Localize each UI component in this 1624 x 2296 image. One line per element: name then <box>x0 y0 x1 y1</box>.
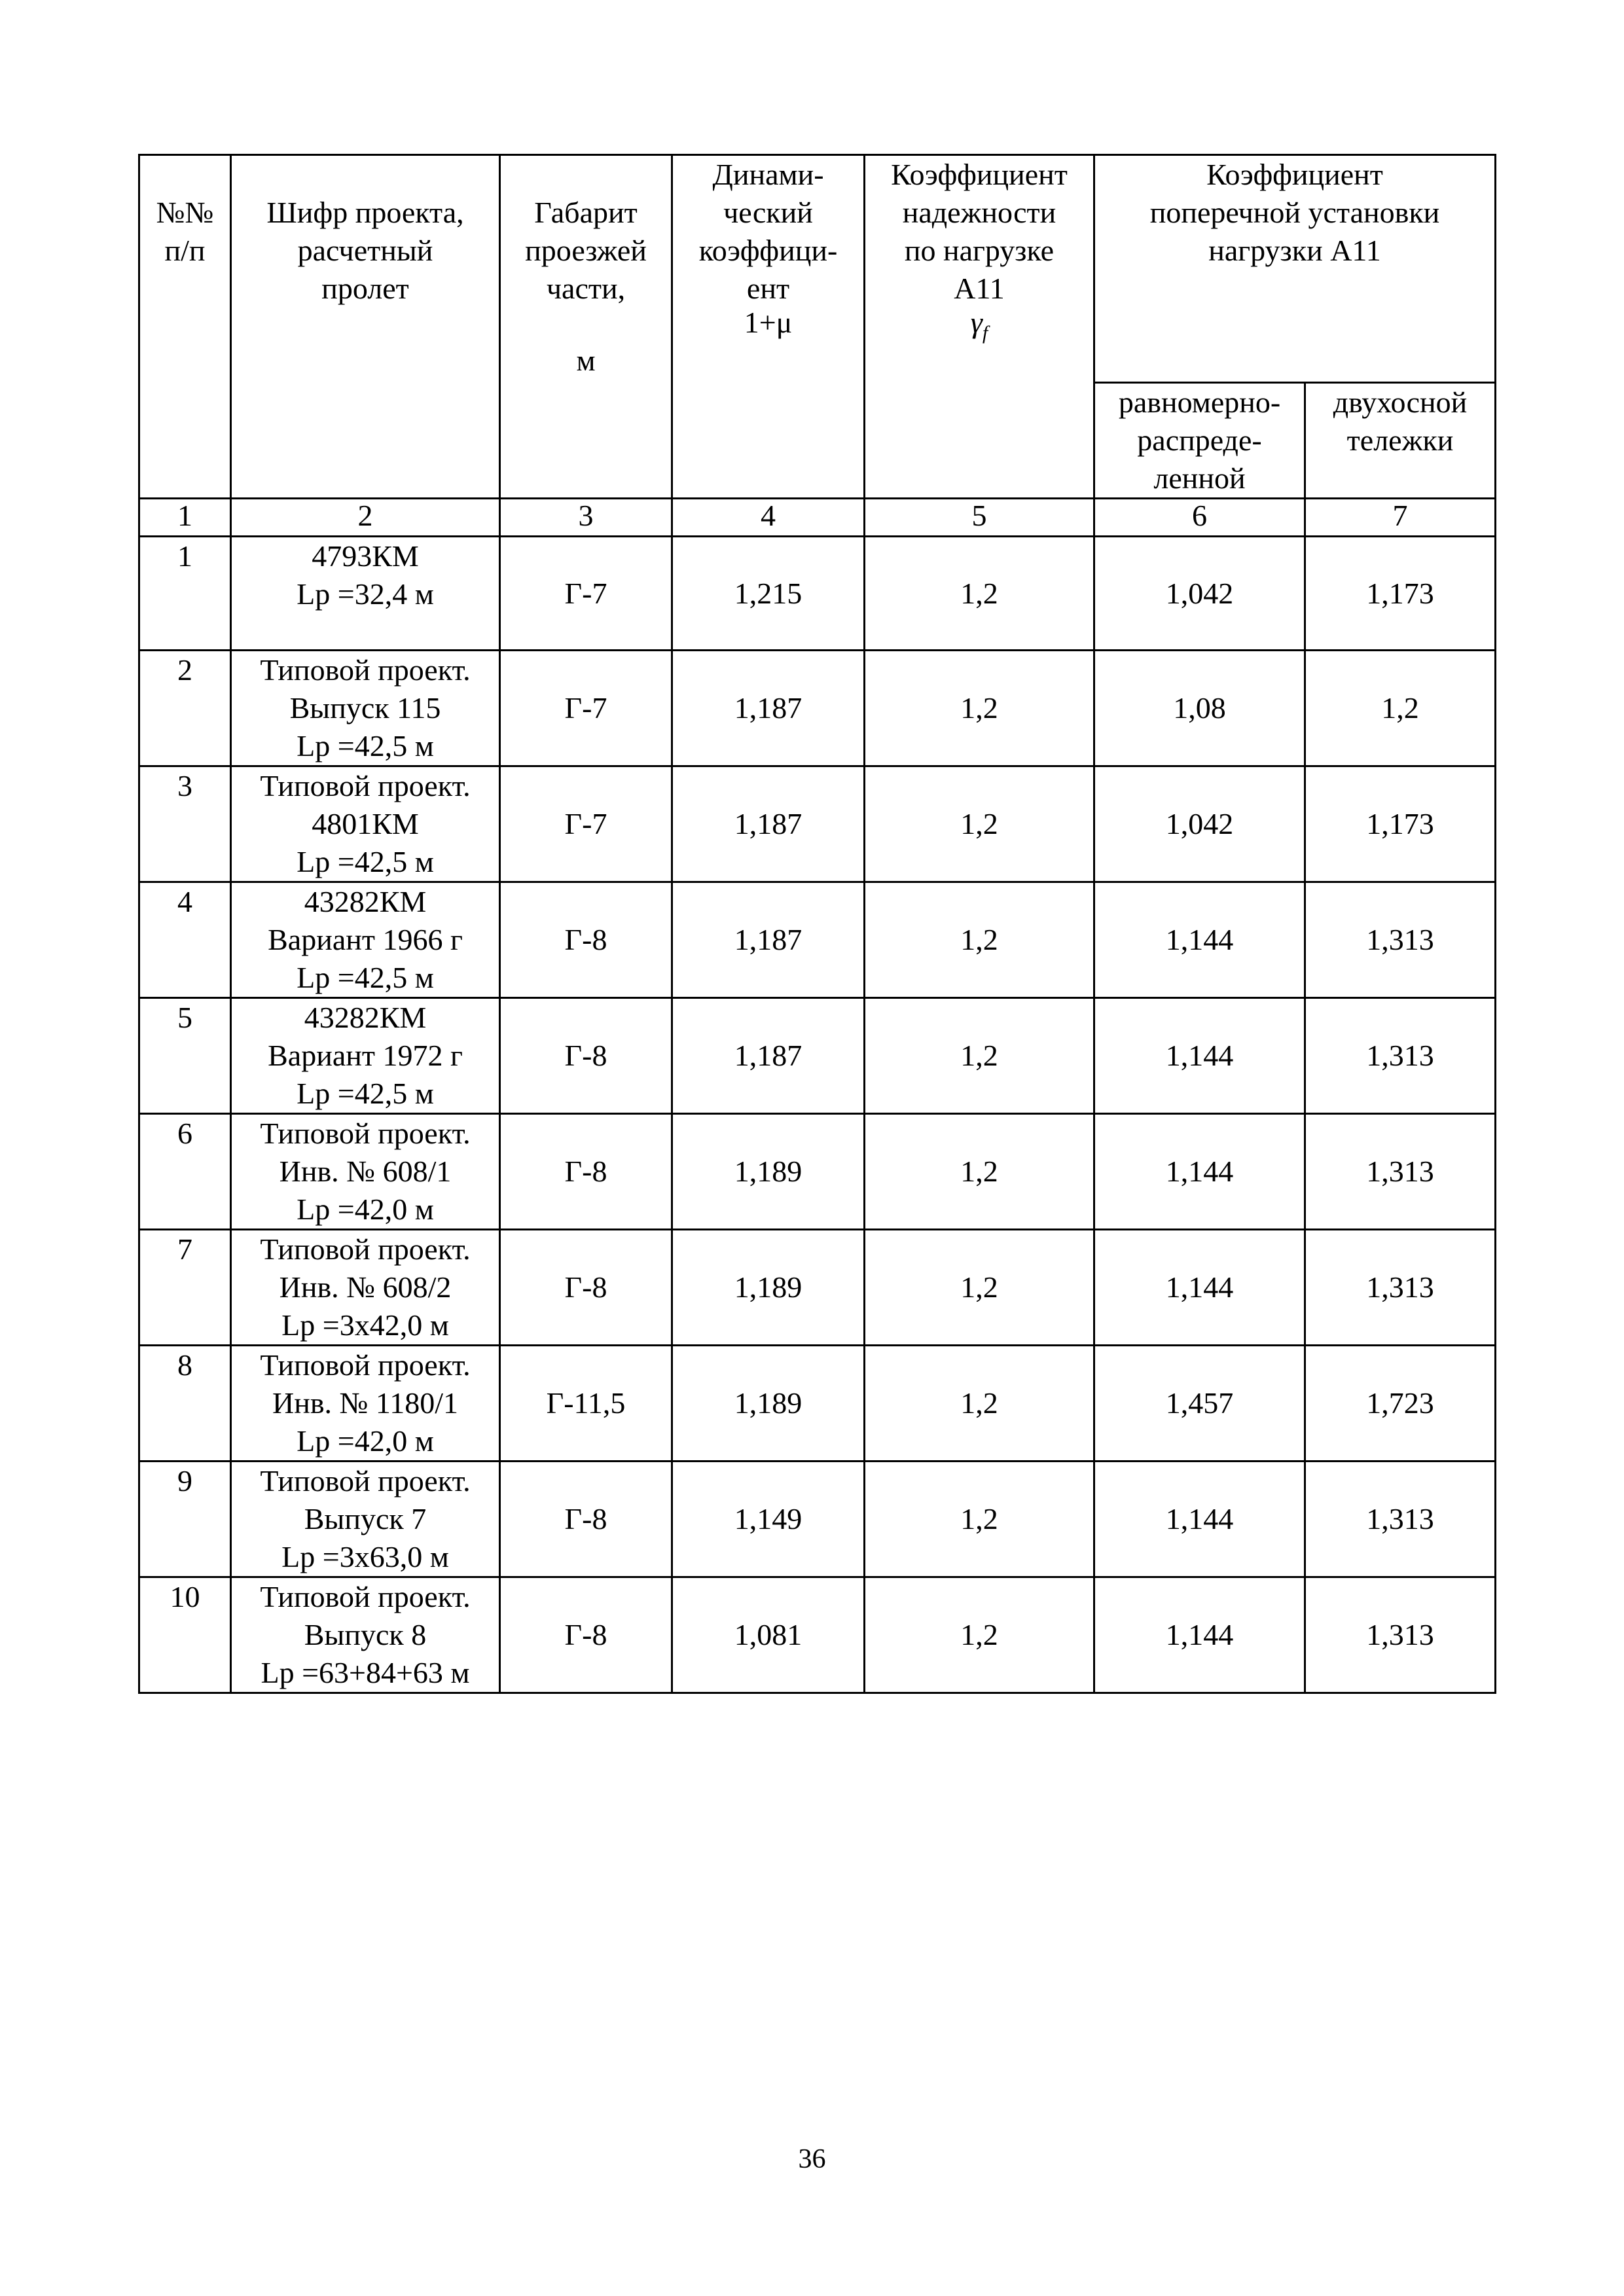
project-text: Типовой проект. Выпуск 115 Lp =42,5 м <box>260 653 471 762</box>
gabarit-text: Г-8 <box>564 1155 607 1188</box>
project-cell <box>231 1577 500 1693</box>
row-number-cell <box>139 1346 231 1462</box>
column-number-cell: 4 <box>672 499 865 537</box>
row-number-cell <box>139 651 231 766</box>
reliability-coefficient-text: 1,2 <box>960 1155 998 1188</box>
cart-coefficient-cell <box>1305 882 1496 998</box>
dynamic-coefficient-text: 1,187 <box>734 1039 803 1072</box>
table-row <box>139 766 1496 882</box>
cart-coefficient-cell <box>1305 1462 1496 1577</box>
reliability-coefficient-cell <box>865 1577 1094 1693</box>
dynamic-coefficient-text: 1,187 <box>734 923 803 956</box>
row-number-text: 8 <box>177 1348 192 1382</box>
project-text: 43282КМ Вариант 1972 г Lp =42,5 м <box>268 1001 463 1110</box>
cart-coefficient-cell <box>1305 1230 1496 1346</box>
cart-coefficient-text: 1,173 <box>1366 576 1434 610</box>
dynamic-coefficient-cell <box>672 1114 865 1230</box>
gabarit-text: Г-8 <box>564 1502 607 1535</box>
cart-coefficient-text: 1,313 <box>1366 1618 1434 1651</box>
row-number-cell <box>139 1462 231 1577</box>
uniform-load-coefficient-cell <box>1094 1346 1305 1462</box>
header-gabarit-label: Габарит проезжей части, <box>525 196 647 305</box>
uniform-load-coefficient-cell <box>1094 766 1305 882</box>
table-row <box>139 1346 1496 1462</box>
reliability-coefficient-cell <box>865 651 1094 766</box>
header-project-label: Шифр проекта, расчетный пролет <box>266 196 464 305</box>
uniform-load-coefficient-cell <box>1094 537 1305 651</box>
project-cell <box>231 998 500 1114</box>
table-row <box>139 1230 1496 1346</box>
row-number-text: 3 <box>177 769 192 802</box>
header-transverse-cell <box>1094 155 1496 383</box>
row-number-cell <box>139 998 231 1114</box>
column-number-cell: 3 <box>500 499 672 537</box>
uniform-load-coefficient-text: 1,144 <box>1165 923 1234 956</box>
project-cell <box>231 1346 500 1462</box>
cart-coefficient-text: 1,313 <box>1366 1502 1434 1535</box>
uniform-load-coefficient-cell <box>1094 1114 1305 1230</box>
column-number-cell: 7 <box>1305 499 1496 537</box>
dynamic-coefficient-text: 1,149 <box>734 1502 803 1535</box>
row-number-cell <box>139 882 231 998</box>
uniform-load-coefficient-text: 1,144 <box>1165 1039 1234 1072</box>
reliability-coefficient-cell <box>865 882 1094 998</box>
gabarit-cell <box>500 1230 672 1346</box>
column-number-cell: 6 <box>1094 499 1305 537</box>
table-row <box>139 1114 1496 1230</box>
table-row <box>139 651 1496 766</box>
reliability-coefficient-text: 1,2 <box>960 1039 998 1072</box>
cart-coefficient-text: 1,313 <box>1366 923 1434 956</box>
gabarit-text: Г-8 <box>564 1618 607 1651</box>
project-text: Типовой проект. Инв. № 608/2 Lp =3х42,0 м <box>260 1232 471 1342</box>
cart-coefficient-cell <box>1305 1114 1496 1230</box>
dynamic-coefficient-text: 1,189 <box>734 1270 803 1304</box>
project-text: Типовой проект. Выпуск 8 Lp =63+84+63 м <box>260 1580 471 1689</box>
uniform-load-coefficient-cell <box>1094 1577 1305 1693</box>
table-body <box>139 155 1496 1693</box>
row-number-text: 9 <box>177 1464 192 1498</box>
reliability-coefficient-cell <box>865 998 1094 1114</box>
gabarit-cell <box>500 766 672 882</box>
uniform-load-coefficient-text: 1,08 <box>1173 691 1226 725</box>
project-text: Типовой проект. Инв. № 1180/1 Lp =42,0 м <box>260 1348 471 1458</box>
reliability-coefficient-text: 1,2 <box>960 1386 998 1420</box>
dynamic-coefficient-cell <box>672 1577 865 1693</box>
uniform-load-coefficient-text: 1,144 <box>1165 1618 1234 1651</box>
row-number-text: 6 <box>177 1117 192 1150</box>
header-uniform-label: равномерно- распреде- ленной <box>1118 386 1281 495</box>
project-text: Типовой проект. Выпуск 7 Lp =3х63,0 м <box>260 1464 471 1573</box>
header-gabarit-cell <box>500 155 672 499</box>
header-number-cell <box>139 155 231 499</box>
table-row <box>139 998 1496 1114</box>
uniform-load-coefficient-text: 1,042 <box>1165 576 1234 610</box>
header-reliability-label: Коэффициент надежности по нагрузке А11 <box>891 158 1068 305</box>
gabarit-cell <box>500 1114 672 1230</box>
page-number: 36 <box>798 2144 826 2174</box>
table-row <box>139 537 1496 651</box>
cart-coefficient-text: 1,2 <box>1381 691 1419 725</box>
column-number-cell: 1 <box>139 499 231 537</box>
row-number-text: 7 <box>177 1232 192 1266</box>
header-row <box>139 155 1496 383</box>
reliability-coefficient-cell <box>865 766 1094 882</box>
reliability-coefficient-cell <box>865 537 1094 651</box>
row-number-cell <box>139 1114 231 1230</box>
project-cell <box>231 1462 500 1577</box>
gabarit-text: Г-11,5 <box>546 1386 626 1420</box>
header-cart-label: двухосной тележки <box>1333 386 1468 457</box>
gabarit-text: Г-8 <box>564 923 607 956</box>
cart-coefficient-cell <box>1305 1346 1496 1462</box>
gabarit-cell <box>500 882 672 998</box>
header-uniform-cell <box>1094 383 1305 499</box>
cart-coefficient-text: 1,313 <box>1366 1155 1434 1188</box>
cart-coefficient-text: 1,173 <box>1366 807 1434 840</box>
uniform-load-coefficient-cell <box>1094 882 1305 998</box>
reliability-coefficient-text: 1,2 <box>960 691 998 725</box>
row-number-cell <box>139 766 231 882</box>
reliability-coefficient-text: 1,2 <box>960 576 998 610</box>
dynamic-coefficient-text: 1,187 <box>734 807 803 840</box>
dynamic-coefficient-cell <box>672 1346 865 1462</box>
header-number-label: №№ п/п <box>156 196 214 267</box>
table-row <box>139 1577 1496 1693</box>
gabarit-cell <box>500 1577 672 1693</box>
reliability-coefficient-cell <box>865 1346 1094 1462</box>
reliability-coefficient-text: 1,2 <box>960 1270 998 1304</box>
gabarit-cell <box>500 1346 672 1462</box>
dynamic-coefficient-cell <box>672 766 865 882</box>
row-number-cell <box>139 537 231 651</box>
uniform-load-coefficient-cell <box>1094 1462 1305 1577</box>
row-number-text: 10 <box>170 1580 200 1613</box>
row-number-text: 4 <box>177 885 192 918</box>
project-text: 4793КМ Lp =32,4 м <box>297 539 434 611</box>
uniform-load-coefficient-text: 1,144 <box>1165 1270 1234 1304</box>
gabarit-cell <box>500 537 672 651</box>
project-cell <box>231 1230 500 1346</box>
project-text: Типовой проект. 4801КМ Lp =42,5 м <box>260 769 471 878</box>
reliability-coefficient-text: 1,2 <box>960 807 998 840</box>
uniform-load-coefficient-cell <box>1094 998 1305 1114</box>
cart-coefficient-cell <box>1305 1577 1496 1693</box>
uniform-load-coefficient-cell <box>1094 1230 1305 1346</box>
header-project-cell <box>231 155 500 499</box>
cart-coefficient-cell <box>1305 766 1496 882</box>
uniform-load-coefficient-text: 1,042 <box>1165 807 1234 840</box>
cart-coefficient-text: 1,313 <box>1366 1039 1434 1072</box>
header-cart-cell <box>1305 383 1496 499</box>
uniform-load-coefficient-text: 1,457 <box>1165 1386 1234 1420</box>
gabarit-cell <box>500 1462 672 1577</box>
dynamic-coefficient-cell <box>672 1462 865 1577</box>
dynamic-coefficient-cell <box>672 998 865 1114</box>
column-number-cell: 2 <box>231 499 500 537</box>
row-number-text: 2 <box>177 653 192 687</box>
reliability-coefficient-cell <box>865 1462 1094 1577</box>
row-number-cell <box>139 1577 231 1693</box>
cart-coefficient-cell <box>1305 651 1496 766</box>
row-number-text: 5 <box>177 1001 192 1034</box>
gabarit-cell <box>500 998 672 1114</box>
uniform-load-coefficient-text: 1,144 <box>1165 1155 1234 1188</box>
gabarit-text: Г-8 <box>564 1270 607 1304</box>
cart-coefficient-text: 1,723 <box>1366 1386 1434 1420</box>
table-row <box>139 882 1496 998</box>
dynamic-coefficient-text: 1,189 <box>734 1155 803 1188</box>
header-gabarit-unit: м <box>576 344 596 377</box>
dynamic-coefficient-cell <box>672 882 865 998</box>
gabarit-text: Г-7 <box>564 691 607 725</box>
uniform-load-coefficient-text: 1,144 <box>1165 1502 1234 1535</box>
dynamic-coefficient-cell <box>672 651 865 766</box>
header-reliability-symbol: $\gamma_f$ <box>970 306 988 344</box>
dynamic-coefficient-text: 1,215 <box>734 576 803 610</box>
project-cell <box>231 651 500 766</box>
dynamic-coefficient-text: 1,187 <box>734 691 803 725</box>
dynamic-coefficient-text: 1,081 <box>734 1618 803 1651</box>
gabarit-text: Г-7 <box>564 576 607 610</box>
reliability-coefficient-cell <box>865 1114 1094 1230</box>
column-number-cell: 5 <box>865 499 1094 537</box>
reliability-coefficient-text: 1,2 <box>960 923 998 956</box>
header-dynamic-cell <box>672 155 865 499</box>
gabarit-text: Г-7 <box>564 807 607 840</box>
gabarit-cell <box>500 651 672 766</box>
project-text: 43282КМ Вариант 1966 г Lp =42,5 м <box>268 885 463 994</box>
dynamic-coefficient-cell <box>672 537 865 651</box>
header-reliability-cell <box>865 155 1094 499</box>
uniform-load-coefficient-cell <box>1094 651 1305 766</box>
cart-coefficient-cell <box>1305 998 1496 1114</box>
header-dynamic-label: Динами- ческий коэффици- ент <box>698 158 838 305</box>
reliability-coefficient-cell <box>865 1230 1094 1346</box>
project-cell <box>231 882 500 998</box>
column-number-row <box>139 499 1496 537</box>
gabarit-text: Г-8 <box>564 1039 607 1072</box>
dynamic-coefficient-cell <box>672 1230 865 1346</box>
row-number-cell <box>139 1230 231 1346</box>
table-row <box>139 1462 1496 1577</box>
data-table <box>138 154 1496 1694</box>
project-cell <box>231 766 500 882</box>
header-transverse-label: Коэффициент поперечной установки нагрузки А11 <box>1149 158 1440 267</box>
reliability-coefficient-text: 1,2 <box>960 1618 998 1651</box>
cart-coefficient-text: 1,313 <box>1366 1270 1434 1304</box>
project-cell <box>231 537 500 651</box>
reliability-coefficient-text: 1,2 <box>960 1502 998 1535</box>
project-cell <box>231 1114 500 1230</box>
cart-coefficient-cell <box>1305 537 1496 651</box>
header-dynamic-unit: 1+μ <box>744 306 793 339</box>
project-text: Типовой проект. Инв. № 608/1 Lp =42,0 м <box>260 1117 471 1226</box>
row-number-text: 1 <box>177 539 192 573</box>
dynamic-coefficient-text: 1,189 <box>734 1386 803 1420</box>
